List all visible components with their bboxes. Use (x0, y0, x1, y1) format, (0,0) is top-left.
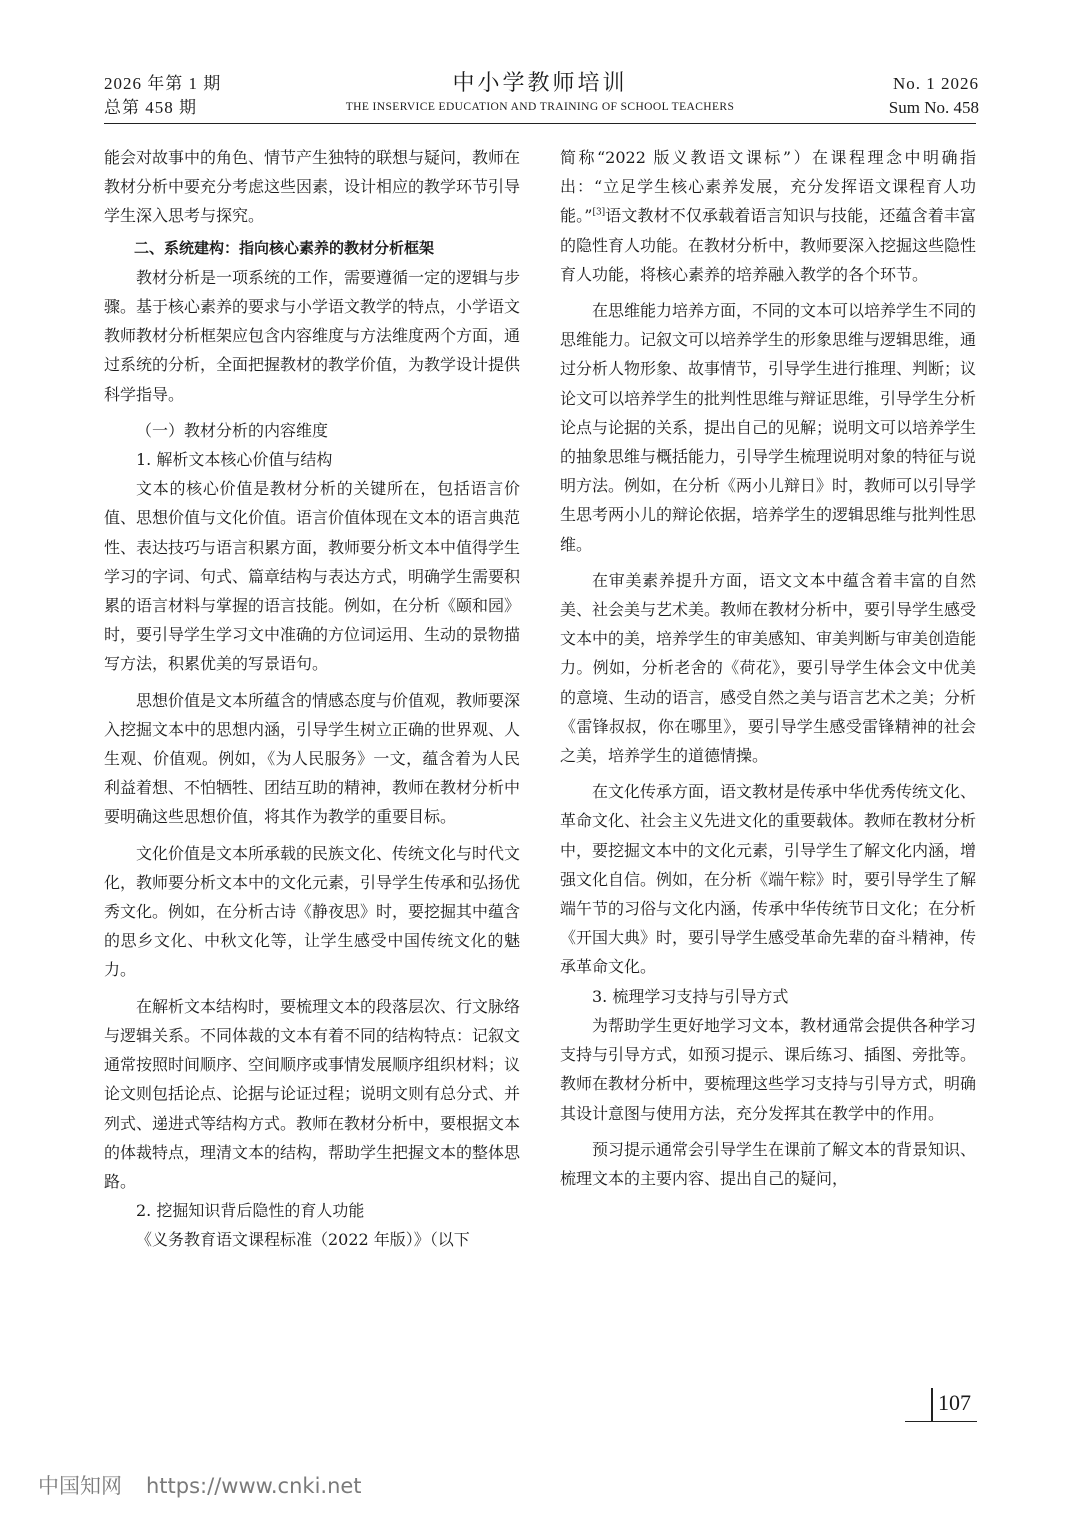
page-number-bar (931, 1388, 933, 1422)
paragraph (560, 143, 976, 289)
watermark-url: https://www.cnki.net (146, 1474, 362, 1498)
paragraph: 为帮助学生更好地学习文本，教材通常会提供各种学习支持与引导方式，如预习提示、课后练习、插图、旁批等。教师在教材分析中，要梳理这些学习支持与引导方式，明确其设计意图与使用方法，充分发挥其在教学中的作用。 (560, 1015, 977, 1123)
sum-number-right: Sum No. 458 (888, 98, 979, 117)
left-column (104, 143, 520, 1255)
journal-subtitle: THE INSERVICE EDUCATION AND TRAINING OF SCHOOL TEACHERS (345, 101, 735, 113)
journal-title: 中小学教师培训 (452, 71, 628, 96)
watermark (38, 1470, 362, 1500)
right-column (560, 143, 976, 1193)
subsubsection-heading: 1. 解析文本核心价值与结构 (136, 450, 333, 470)
issue-number-right: No. 1 2026 (892, 74, 979, 93)
paragraph: 在文化传承方面，语文教材是传承中华优秀传统文化、革命文化、社会主义先进文化的重要载体。教师在教材分析中，要挖掘文本中的文化元素，引导学生了解文化内涵，增强文化自信。例如，在分析《端午粽》时，要引导学生了解端午节的习俗与文化内涵，传承中华传统节日文化；在分析《开国大典》时，要引导学生感受革命先辈的奋斗精神，传承革命文化。 (560, 782, 977, 977)
watermark-brand: 中国知网 (38, 1474, 122, 1498)
header-rule (104, 123, 976, 124)
subsection-heading: （一）教材分析的内容维度 (136, 420, 329, 440)
citation-ref: [3] (592, 208, 606, 219)
paragraph: 文化价值是文本所承载的民族文化、传统文化与时代文化，教师要分析文本中的文化元素，引导学生传承和弘扬优秀文化。例如，在分析古诗《静夜思》时，要挖掘其中蕴含的思乡文化、中秋文化等，让学生感受中国传统文化的魅力。 (104, 843, 521, 980)
issue-label: 2026 年第 1 期 (104, 74, 222, 93)
paragraph-text: 语文教材不仅承载着语言知识与技能，还蕴含着丰富的隐性育人功能。在教材分析中，教师要深入挖掘这些隐性育人功能，将核心素养的培养融入教学的各个环节。 (560, 206, 977, 284)
paragraph: 思想价值是文本所蕴含的情感态度与价值观，教师要深入挖掘文本中的思想内涵，引导学生树立正确的世界观、人生观、价值观。例如，《为人民服务》一文，蕴含着为人民利益着想、不怕牺牲、团结互助的精神，教师在教材分析中要明确这些思想价值，将其作为教学的重要目标。 (104, 690, 521, 827)
paragraph: 文本的核心价值是教材分析的关键所在，包括语言价值、思想价值与文化价值。语言价值体现在文本的语言典范性、表达技巧与语言积累方面，教师要分析文本中值得学生学习的字词、句式、篇章结构与表达方式，明确学生需要积累的语言材料与掌握的语言技能。例如，在分析《颐和园》时，要引导学生学习文中准确的方位词运用、生动的景物描写方法，积累优美的写景语句。 (104, 479, 521, 674)
subsubsection-heading: 2. 挖掘知识背后隐性的育人功能 (136, 1201, 365, 1221)
paragraph: 在审美素养提升方面，语文文本中蕴含着丰富的自然美、社会美与艺术美。教师在教材分析中，要引导学生感受文本中的美，培养学生的审美感知、审美判断与审美创造能力。例如，分析老舍的《荷花》，要引导学生体会文中优美的意境、生动的语言，感受自然之美与语言艺术之美；分析《雷锋叔叔，你在哪里》，要引导学生感受雷锋精神的社会之美，培养学生的道德情操。 (560, 570, 977, 766)
total-issue-label: 总第 458 期 (104, 98, 197, 117)
paragraph: 预习提示通常会引导学生在课前了解文本的背景知识、梳理文本的主要内容、提出自己的疑问， (560, 1139, 977, 1188)
subsubsection-heading: 3. 梳理学习支持与引导方式 (592, 986, 789, 1006)
paragraph-text: 简称“2022 版义教语文课标”）在课程理念中明确指出：“立足学生核心素养发展，充分发挥语文课程育人功能。” (560, 148, 976, 226)
paragraph: 《义务教育语文课程标准（2022 年版）》（以下 (136, 1230, 470, 1250)
paragraph: 在思维能力培养方面，不同的文本可以培养学生不同的思维能力。记叙文可以培养学生的形象思维与逻辑思维，通过分析人物形象、故事情节，引导学生进行推理、判断；议论文可以培养学生的批判性思维与辩证思维，引导学生分析论点与论据的关系，提出自己的见解；说明文可以培养学生的抽象思维与概括能力，引导学生梳理说明对象的特征与说明方法。例如，在分析《两小儿辩日》时，教师可以引导学生思考两小儿的辩论依据，培养学生的逻辑思维与批判性思维。 (560, 301, 977, 554)
paragraph: 能会对故事中的角色、情节产生独特的联想与疑问，教师在教材分析中要充分考虑这些因素，设计相应的教学环节引导学生深入思考与探究。 (104, 148, 521, 226)
page-number-rule (905, 1421, 977, 1422)
paragraph: 在解析文本结构时，要梳理文本的段落层次、行文脉络与逻辑关系。不同体裁的文本有着不同的结构特点：记叙文通常按照时间顺序、空间顺序或事情发展顺序组织材料；议论文则包括论点、论据与论证过程；说明文则有总分式、并列式、递进式等结构方式。教师在教材分析中，要根据文本的体裁特点，理清文本的结构，帮助学生把握文本的整体思路。 (104, 996, 521, 1191)
paragraph: 教材分析是一项系统的工作，需要遵循一定的逻辑与步骤。基于核心素养的要求与小学语文教学的特点，小学语文教师教材分析框架应包含内容维度与方法维度两个方面，通过系统的分析，全面把握教材的教学价值，为教学设计提供科学指导。 (104, 267, 521, 404)
page-number: 107 (938, 1390, 971, 1415)
section-heading: 二、系统建构：指向核心素养的教材分析框架 (134, 238, 435, 257)
